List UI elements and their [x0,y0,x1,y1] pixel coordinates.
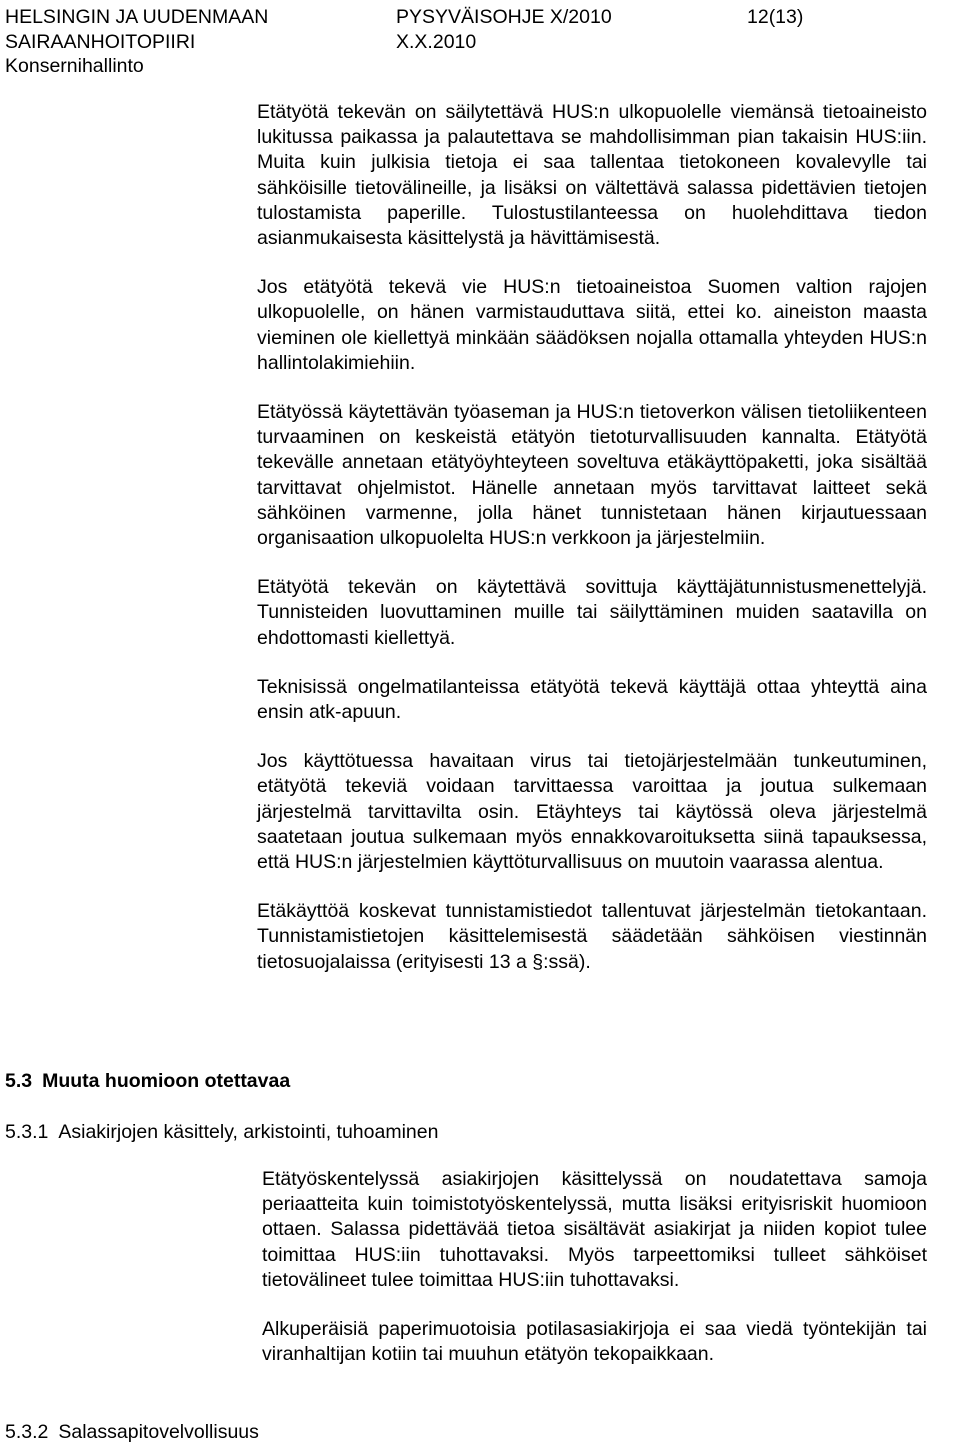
section-title: Asiakirjojen käsittely, arkistointi, tuhoaminen [58,1121,439,1143]
header-org-line1: HELSINGIN JA UUDENMAAN [5,6,269,28]
paragraph: Jos etätyötä tekevä vie HUS:n tietoaineistoa Suomen valtion rajojen ulkopuolelle, on hänen varmistauduttava siitä, ettei ko. aineiston maasta vieminen ole kiellettyä minkään säädöksen nojalla ottamalla yhteyden HUS:n hallintolakimiehiin. [257,276,927,374]
section-title: Muuta huomioon otettavaa [42,1070,291,1092]
body-5-3-1 [262,1167,927,1391]
section-number: 5.3 [5,1070,33,1092]
section-heading-5-3 [5,1069,290,1093]
header-page-number: 12(13) [747,6,804,28]
body-top [257,100,927,999]
section-number: 5.3.2 [5,1421,49,1443]
section-heading-5-3-2 [5,1420,259,1444]
paragraph: Jos käyttötuessa havaitaan virus tai tietojärjestelmään tunkeutuminen, etätyötä tekeviä voidaan tarvittaessa varoittaa ja joutua sulkemaan järjestelmä tarvittavilta osin. Etäyhteys tai käytössä oleva järjestelmä saatetaan joutua sulkemaan myös ennakkovaroituksetta siinä tapauksessa, että HUS:n järjestelmien käyttöturvallisuus on muutoin vaarassa alentua. [257,750,927,874]
header-doc-date: X.X.2010 [396,31,477,53]
section-title: Salassapitovelvollisuus [58,1421,259,1443]
paragraph: Etätyötä tekevän on säilytettävä HUS:n ulkopuolelle viemänsä tietoaineisto lukitussa paikassa ja palautettava se mahdollisimman pian takaisin HUS:iin. Muita kuin julkisia tietoja ei saa tallentaa tietokoneen kovalevylle tai sähköisille tietovälineille, ja lisäksi on vältettävä salassa pidettävien tietojen tulostamista paperille. Tulostustilanteessa on huolehdittava tiedon asianmukaisesta käsittelystä ja hävittämisestä. [257,101,927,250]
header-doc-title: PYSYVÄISOHJE X/2010 [396,6,612,28]
paragraph: Teknisissä ongelmatilanteissa etätyötä tekevä käyttäjä ottaa yhteyttä aina ensin atk-apuun. [257,675,927,724]
paragraph: Etätyöskentelyssä asiakirjojen käsittelyssä on noudatettava samoja periaatteita kuin toimistotyöskentelyssä, mutta lisäksi erityisriskit huomioon ottaen. Salassa pidettävää tietoa sisältävät asiakirjat ja niiden kopiot tulee toimittaa HUS:iin tuhottavaksi. Myös tarpeettomiksi tulleet sähköiset tietovälineet tulee toimittaa HUS:iin tuhottavaksi. [262,1168,927,1291]
section-heading-5-3-1 [5,1120,438,1144]
paragraph: Etätyössä käytettävän työaseman ja HUS:n tietoverkon välisen tietoliikenteen turvaaminen on keskeistä etätyön tietoturvallisuuden kannalta. Etätyötä tekevälle annetaan etätyöyhteyteen soveltuva etäkäyttöpaketti, joka sisältää tarvittavat ohjelmistot. Hänelle annetaan myös tarvittavat laitteet sekä sähköinen varmenne, jolla hänet tunnistetaan hänen kirjautuessaan organisaation ulkopuolelta HUS:n verkkoon ja järjestelmiin. [257,401,927,550]
header-org-line2: SAIRAANHOITOPIIRI [5,31,196,53]
paragraph: Etätyötä tekevän on käytettävä sovittuja käyttäjätunnistusmenettelyjä. Tunnisteiden luovuttaminen muille tai säilyttäminen muiden saatavilla on ehdottomasti kiellettyä. [257,576,927,649]
paragraph: Etäkäyttöä koskevat tunnistamistiedot tallentuvat järjestelmän tietokantaan. Tunnistamistietojen käsittelemisestä säädetään sähköisen viestinnän tietosuojalaissa (erityisesti 13 a §:ssä). [257,900,927,973]
paragraph: Alkuperäisiä paperimuotoisia potilasasiakirjoja ei saa viedä työntekijän tai viranhaltijan kotiin tai muuhun etätyön tekopaikkaan. [262,1318,927,1366]
section-number: 5.3.1 [5,1121,49,1143]
header-org-line3: Konsernihallinto [5,55,144,77]
